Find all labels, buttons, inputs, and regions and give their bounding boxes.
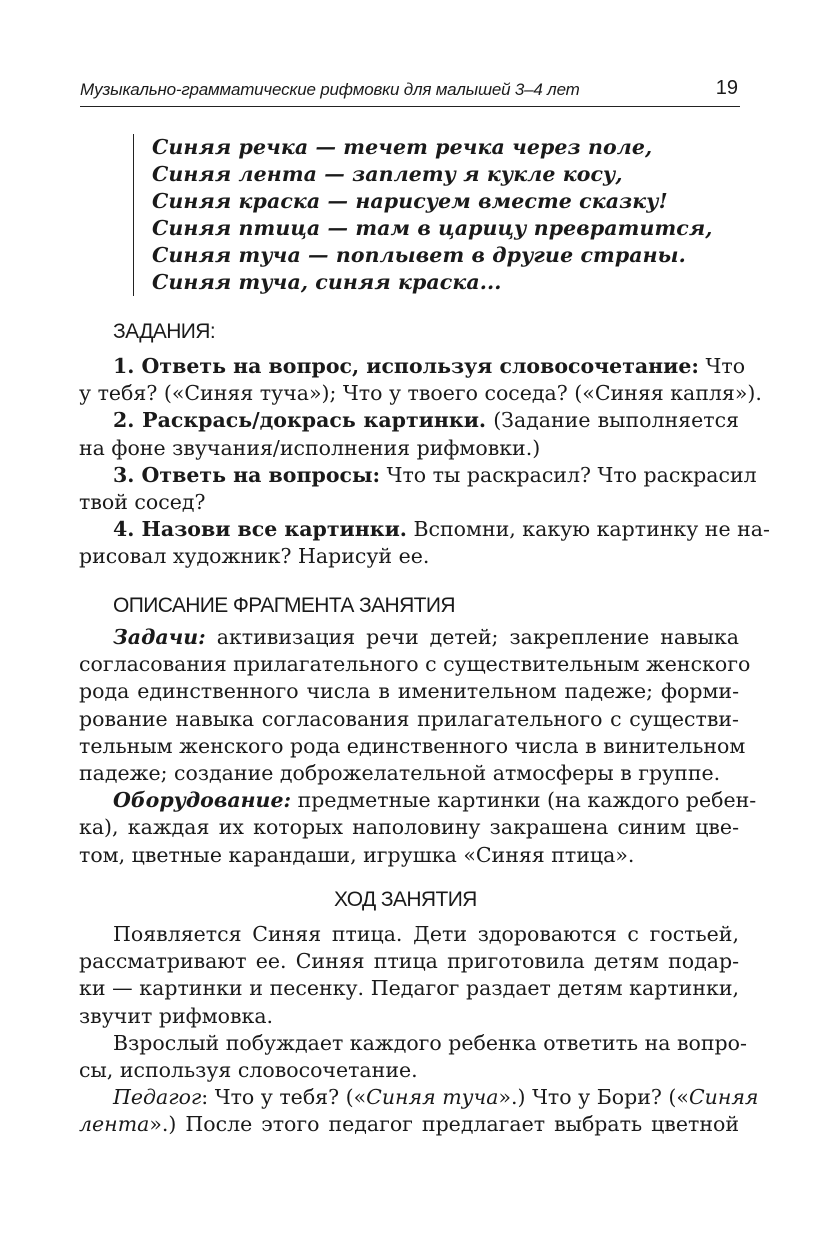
dialogue-line — [79, 1084, 759, 1111]
lesson-text — [79, 921, 759, 1139]
lesson-line: ки — картинки и песенку. Педагог раздает детям картинки, — [79, 976, 739, 1001]
equipment-line: том, цветные карандаши, игрушка «Синяя птица». — [79, 842, 635, 867]
task-2-text: (Задание выполняется — [493, 408, 739, 433]
equipment-text: предметные картинки (на каждого ребен- — [297, 788, 757, 813]
lesson-line: звучит рифмовка. — [79, 1003, 274, 1028]
goals-line: рода единственного числа в именительном падеже; форми- — [79, 679, 739, 704]
goals-line: тельным женского рода единственного числа в винительном — [79, 733, 746, 758]
description-text — [79, 624, 757, 869]
task-3-title: 3. Ответь на вопросы: — [113, 462, 381, 487]
task-2-title: 2. Раскрась/докрась картинки. — [113, 408, 487, 433]
task-4-title: 4. Назови все картинки. — [113, 517, 407, 542]
page-number: 19 — [715, 77, 738, 99]
poem-line: Синяя краска — нарисуем вместе сказку! — [152, 189, 668, 213]
goals-text: активизация речи детей; закрепление навыка — [216, 625, 739, 649]
poem-line: Синяя птица — там в царицу превратится, — [152, 216, 713, 240]
lesson-line: сы, используя словосочетание. — [79, 1057, 418, 1082]
poem-line: Синяя речка — течет речка через поле, — [152, 135, 653, 159]
dialogue-text: ».) Что у Бори? (« — [498, 1085, 689, 1110]
task-1-title: 1. Ответь на вопрос, используя словосочетание: — [113, 354, 700, 378]
poem-line: Синяя туча, синяя краска... — [152, 270, 502, 294]
answer-text: Синяя — [688, 1085, 759, 1110]
task-1-text: Что — [705, 354, 746, 378]
equipment-line: ка), каждая их которых наполовину закрашена синим цве- — [79, 815, 739, 840]
task-1 — [79, 353, 746, 380]
lesson-line: рассматривают ее. Синяя птица приготовила детям подар- — [79, 949, 739, 974]
task-4-text: Вспомни, какую картинку не на- — [413, 517, 770, 542]
equipment-line — [79, 787, 757, 814]
dialogue-line — [79, 1111, 739, 1138]
teacher-label: Педагог — [113, 1085, 202, 1110]
goals-line: падеже; создание доброжелательной атмосферы в группе. — [79, 760, 721, 785]
answer-text: Синяя туча — [366, 1085, 499, 1110]
description-heading: ОПИСАНИЕ ФРАГМЕНТА ЗАНЯТИЯ — [113, 594, 455, 617]
lesson-line: Взрослый побуждает каждого ребенка ответить на вопро- — [113, 1030, 747, 1055]
task-4 — [79, 516, 770, 543]
task-3 — [79, 462, 757, 489]
goals-label: Задачи: — [113, 625, 206, 649]
task-3-text: Что ты раскрасил? Что раскрасил — [386, 462, 757, 487]
task-3-cont: твой сосед? — [79, 489, 206, 514]
tasks-list — [79, 353, 770, 571]
goals-line — [79, 624, 739, 651]
dialogue-text: ».) После этого педагог предлагает выбрать цветной — [149, 1112, 739, 1137]
task-2-cont: на фоне звучания/исполнения рифмовки.) — [79, 435, 541, 460]
poem-block — [133, 134, 713, 296]
poem-line: Синяя туча — поплывет в другие страны. — [152, 243, 686, 267]
header-title: Музыкально-грамматические рифмовки для малышей 3–4 лет — [80, 80, 580, 99]
goals-line: рование навыка согласования прилагательного с существи- — [79, 706, 739, 731]
answer-text: лента — [79, 1112, 150, 1137]
dialogue-text: : Что у тебя? (« — [201, 1085, 367, 1110]
task-2 — [79, 407, 739, 434]
equipment-label: Оборудование: — [113, 788, 292, 813]
running-header — [80, 76, 740, 107]
lesson-line: Появляется Синяя птица. Дети здороваются с гостьей, — [113, 922, 739, 946]
goals-line: согласования прилагательного с существительным женского — [79, 652, 751, 677]
poem-line: Синяя лента — заплету я кукле косу, — [152, 162, 623, 186]
tasks-heading: ЗАДАНИЯ: — [113, 320, 216, 343]
task-1-cont: у тебя? («Синяя туча»); Что у твоего соседа? («Синяя капля»). — [79, 381, 762, 406]
lesson-heading: ХОД ЗАНЯТИЯ — [334, 888, 477, 911]
task-4-cont: рисовал художник? Нарисуй ее. — [79, 544, 430, 569]
